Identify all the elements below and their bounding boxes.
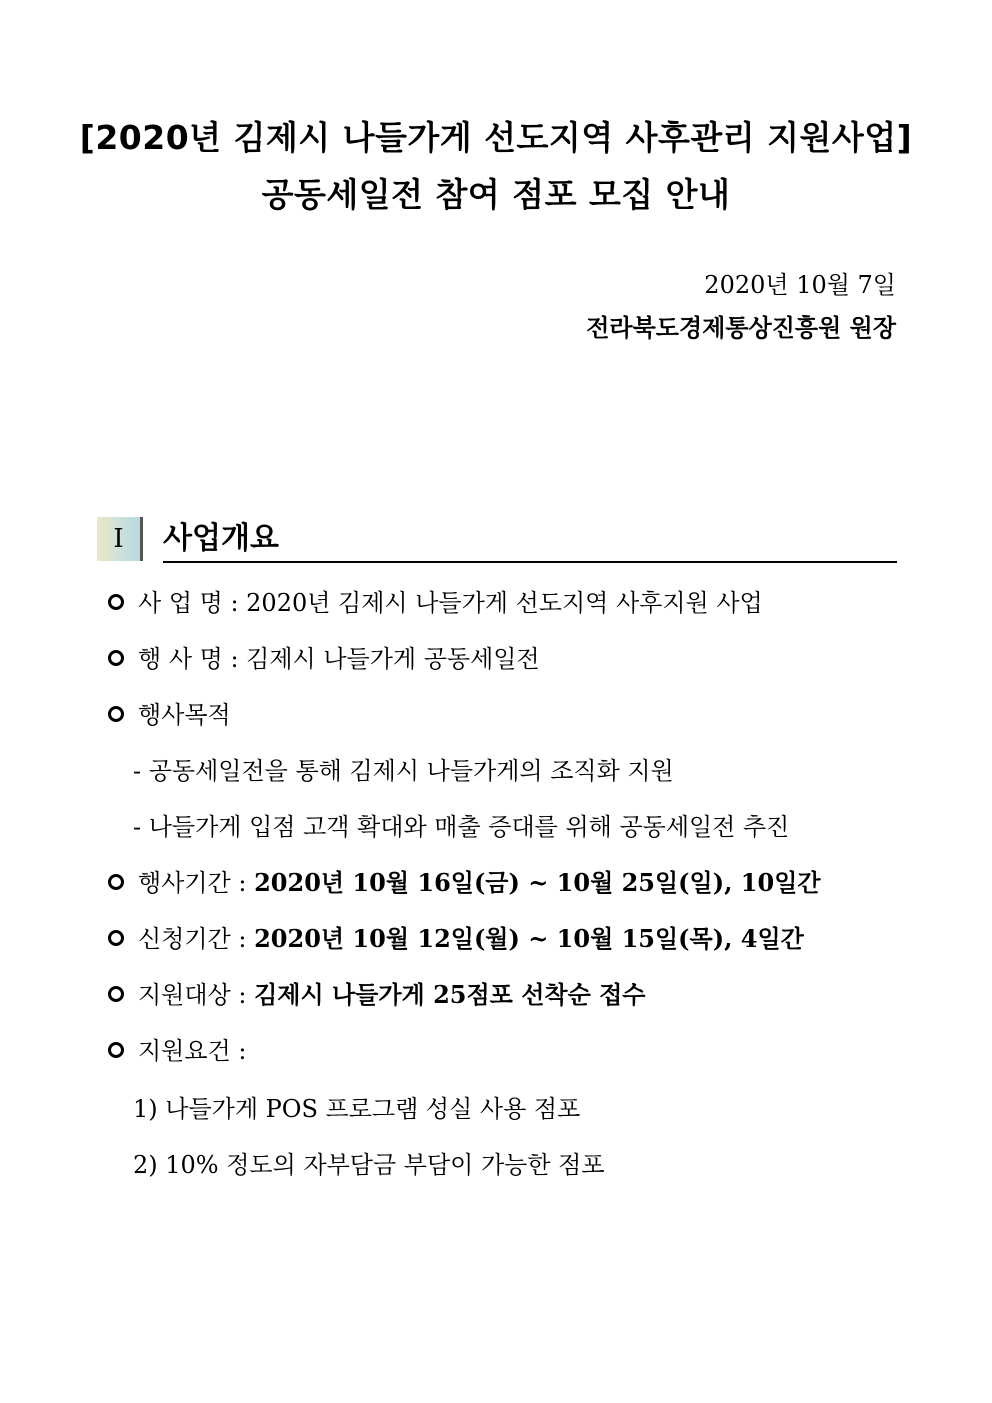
document-date: 2020년 10월 7일 (704, 271, 896, 299)
circle-bullet-icon (108, 706, 124, 722)
item-label: 지원대상 : (138, 981, 255, 1009)
purpose-detail: - 공동세일전을 통해 김제시 나들가게의 조직화 지원 (133, 757, 674, 785)
circle-bullet-icon (108, 874, 124, 890)
document-title-line1: [2020년 김제시 나들가게 선도지역 사후관리 지원사업] (79, 118, 913, 157)
requirement-detail: 1) 나들가게 POS 프로그램 성실 사용 점포 (133, 1095, 581, 1123)
item-value: 김제시 나들가게 공동세일전 (246, 645, 540, 673)
item-value: 김제시 나들가게 25점포 선착순 접수 (254, 980, 646, 1009)
item-label: 행 사 명 : (138, 645, 247, 673)
circle-bullet-icon (108, 594, 124, 610)
section-underline (163, 561, 897, 563)
requirement-detail: 2) 10% 정도의 자부담금 부담이 가능한 점포 (133, 1151, 605, 1179)
circle-bullet-icon (108, 1042, 124, 1058)
item-value: 2020년 김제시 나들가게 선도지역 사후지원 사업 (246, 589, 763, 617)
document-issuer: 전라북도경제통상진흥원 원장 (586, 313, 896, 342)
purpose-detail: - 나들가게 입점 고객 확대와 매출 증대를 위해 공동세일전 추진 (133, 813, 790, 841)
item-application-period (108, 923, 804, 955)
circle-bullet-icon (108, 930, 124, 946)
item-label: 행사기간 : (138, 869, 255, 897)
item-purpose (108, 699, 231, 731)
item-label: 행사목적 (138, 701, 231, 729)
item-requirements (108, 1035, 246, 1067)
item-label: 신청기간 : (138, 925, 255, 953)
section-header (97, 517, 897, 565)
circle-bullet-icon (108, 650, 124, 666)
item-label: 사 업 명 : (138, 589, 247, 617)
item-target (108, 979, 646, 1011)
item-event-period (108, 867, 821, 899)
item-value: 2020년 10월 12일(월) ~ 10월 15일(목), 4일간 (254, 924, 804, 953)
circle-bullet-icon (108, 986, 124, 1002)
document-title-line2: 공동세일전 참여 점포 모집 안내 (261, 175, 731, 214)
section-title: 사업개요 (163, 521, 279, 556)
item-event-name (108, 643, 540, 675)
item-value: 2020년 10월 16일(금) ~ 10월 25일(일), 10일간 (254, 868, 821, 897)
item-business-name (108, 587, 763, 619)
section-number-box: Ⅰ (97, 517, 143, 561)
item-label: 지원요건 : (138, 1037, 247, 1065)
